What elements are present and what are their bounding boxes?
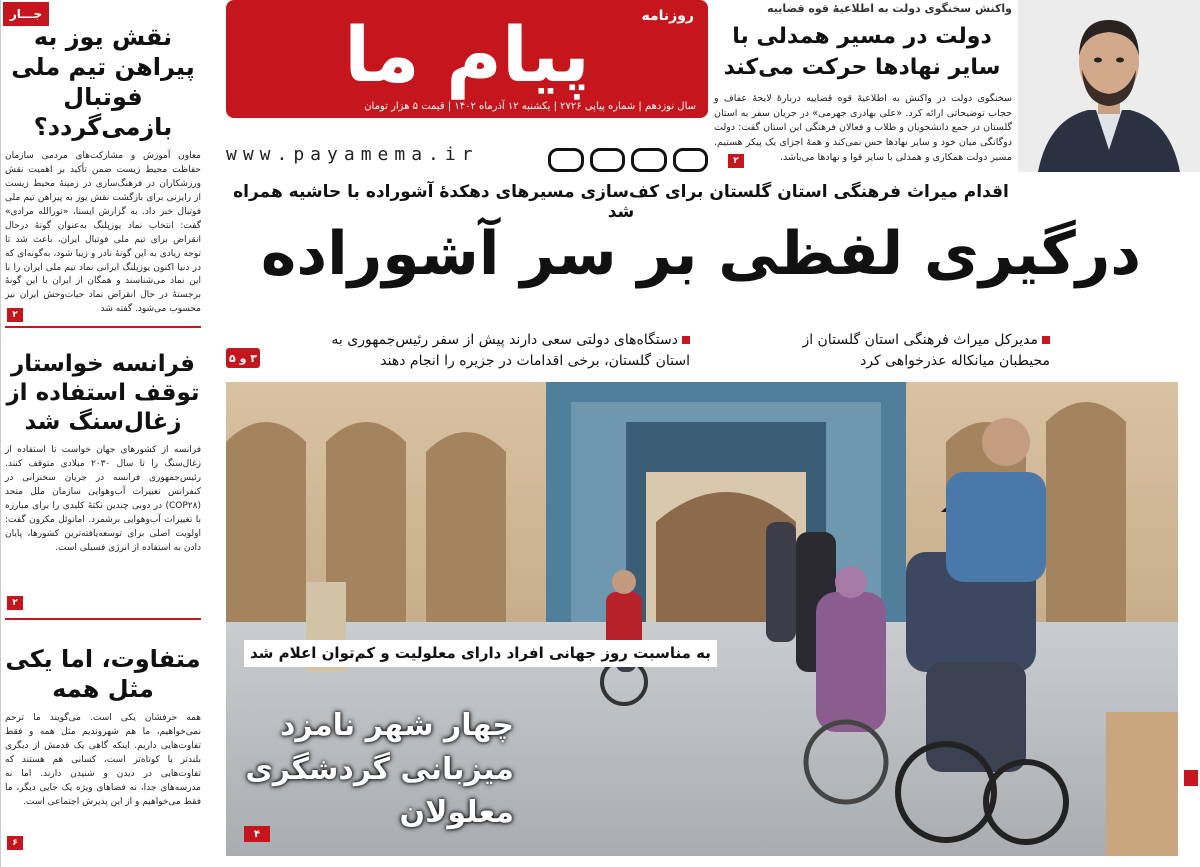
left-story-1-page-badge[interactable]: ۲ (7, 308, 23, 322)
photo-caption-kicker: به مناسبت روز جهانی افراد دارای معلولیت و کم‌توان اعلام شد (244, 640, 717, 667)
main-kicker: اقدام میراث فرهنگی استان گلستان برای کف‌سازی مسیرهای دهکدهٔ آشوراده با حاشیه همراه شد (233, 182, 1009, 222)
top-story-body: سخنگوی دولت در واکنش به اطلاعیهٔ قوه قضاییه دربارهٔ لایحهٔ عفاف و حجاب توضیحاتی ارائه کرد. «علی بهادری جهرمی» در جریان سفر به استان گلستان در جمع دانشجویان و طلاب و فعالان فرهنگی این استان گفت: دولت دوگانگی میان خود و سایر نهادها حس نمی‌کند و همهٔ اجزای یک پیکر هستیم. مسیر دولت همکاری و همدلی با سایر قوا و نهادها می‌باشد. (714, 93, 1012, 163)
left-story-3-body: همه حرفشان یکی است. می‌گویند ما ترحم نمی‌خواهیم، ما هم شهروندیم مثل همه و فقط تفاوت‌هایی داریم. اینکه گاهی یک قدمش از دیگری بلندتر یا کوتاه‌تر است، کسانی هم هستند که تفاوت‌هایی در دیدن و شنیدن دارند. اما نه مدرسه‌های جدا، نه فضاهای ویژه یک جایی دیگر، ما فقط می‌خواهیم و از این پذیرش اجتماعی است. (5, 713, 201, 807)
left-story-2[interactable] (5, 350, 201, 556)
photo-caption-headline[interactable]: چهار شهر نامزد میزبانی گردشگری معلولان (245, 708, 514, 830)
left-story-2-body: فرانسه از کشورهای جهان خواست تا استفاده از زغال‌سنگ را تا سال ۲۰۳۰ میلادی متوقف کنند. رئیس‌جمهوری فرانسه در جریان سخنرانی در کنفرانس تغییرات آب‌وهوایی سازمان ملل متحد (COP۲۸) در دوبی چندین نکتهٔ کلیدی را برای مبارزه با تغییرات آب‌وهوایی برشمرد. امانوئل مکرون گفت: اولویت اصلی برای توسعه‌یافته‌ترین کشورها، پایان دادن به استفاده از انرژی فسیلی است. (5, 445, 201, 553)
main-page-ref-badge[interactable]: ۳ و ۵ (226, 348, 260, 368)
photo-page-badge[interactable]: ۴ (244, 826, 270, 842)
top-story-pretitle: واکنش سخنگوی دولت به اطلاعیهٔ قوه قضاییه (767, 2, 1012, 15)
portrait-image (1018, 0, 1200, 172)
top-story-headline[interactable]: دولت در مسیر همدلی با سایر نهادها حرکت می‌کند (723, 24, 1001, 80)
sub-headline-middle: دستگاه‌های دولتی سعی دارند پیش از سفر رئیس‌جمهوری به استان گلستان، برخی اقدامات در جزیره را انجام دهند (331, 332, 690, 369)
left-story-3-headline[interactable]: متفاوت، اما یکی مثل همه (5, 645, 201, 703)
left-story-3-page-badge[interactable]: ۶ (7, 836, 23, 850)
left-story-2-page-badge[interactable]: ۲ (7, 596, 23, 610)
issue-info: سال نوزدهم | شماره پیاپی ۲۷۲۶ | یکشنبه ۱۲ آذرماه ۱۴۰۲ | قیمت ۵ هزار تومان (364, 101, 696, 112)
website-url[interactable]: www.payamema.ir (226, 144, 479, 165)
main-headline[interactable]: درگیری لفظی بر سر آشوراده (260, 219, 1142, 289)
side-badge (1184, 770, 1198, 786)
left-story-2-headline[interactable]: فرانسه خواستار توقف استفاده از زغال‌سنگ شد (6, 351, 200, 435)
left-story-1-headline[interactable]: نقش یوز به پیراهن تیم ملی فوتبال بازمی‌گردد؟ (11, 23, 195, 141)
left-column (0, 0, 206, 867)
corner-tag: جـــار (3, 2, 49, 26)
masthead (226, 0, 708, 140)
top-story-page-badge[interactable]: ۲ (728, 154, 744, 168)
left-story-3[interactable] (5, 644, 201, 810)
divider (5, 618, 201, 620)
left-story-1[interactable] (5, 22, 201, 317)
sub-headline-right: مدیرکل میراث فرهنگی استان گلستان از محیطبان میانکاله عذرخواهی کرد (802, 332, 1050, 369)
spokesman-portrait (1018, 0, 1200, 172)
bullet-icon (682, 336, 690, 344)
logo-text: پیام ما (344, 10, 590, 99)
logo-small-label: روزنامه (641, 8, 694, 24)
divider (5, 326, 201, 328)
brand-mark-icon (548, 148, 708, 172)
left-story-1-body: معاون آموزش و مشارکت‌های مردمی سازمان حفاظت محیط زیست ضمن تأکید بر اهمیت نقش ورزشکاران در فرهنگ‌سازی در زمینهٔ محیط زیست از رایزنی برای بازگشت نقش یوز به پیراهن تیم ملی فوتبال خبر داد. به گزارش ایسنا، «نورالله مرادی» گفت: انتخاب نماد یوزپلنگ به‌عنوان گونهٔ درحال انقراض برای تیم ملی فوتبال ایران، باعث شد تا توجه زیادی به این گونهٔ نادر و زیبا شود، به‌گونه‌ای که در دنیا اکنون یوزپلنگ ایرانی نماد تیم ملی ایران را با این نماد می‌شناسند و همگان از ایران با این گونهٔ برجستهٔ در حال انقراض نماد حیات‌وحش ایران نیز محسوب می‌شود. گفته شد (5, 151, 201, 315)
logo[interactable] (226, 0, 708, 118)
bullet-icon (1042, 336, 1050, 344)
